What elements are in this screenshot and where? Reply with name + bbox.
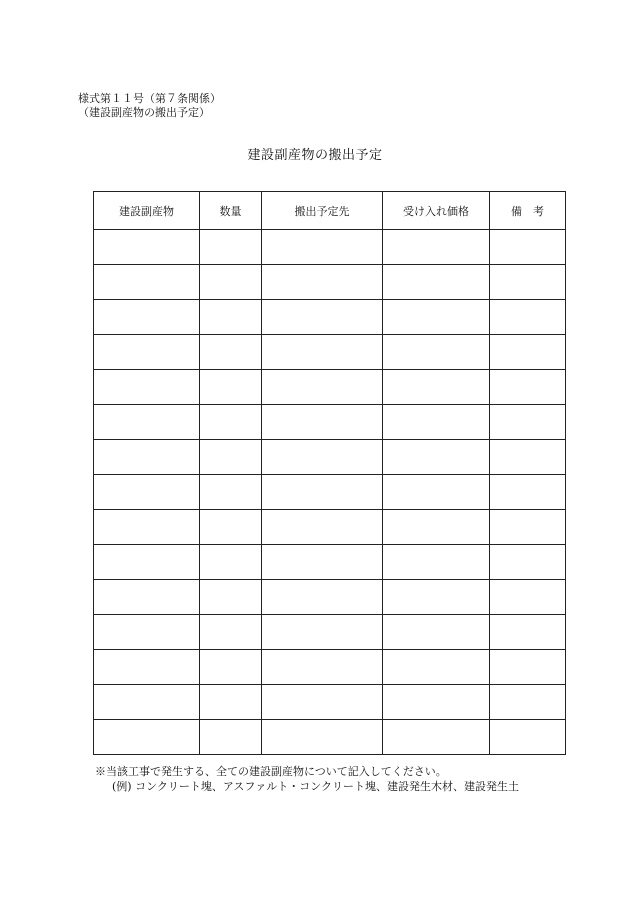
- cell-byproduct[interactable]: [94, 405, 200, 440]
- column-header-acceptance-price: 受け入れ価格: [383, 192, 490, 230]
- document-title: 建設副産物の搬出予定: [247, 148, 383, 163]
- cell-destination[interactable]: [262, 475, 383, 510]
- cell-destination[interactable]: [262, 370, 383, 405]
- cell-destination[interactable]: [262, 405, 383, 440]
- cell-remarks[interactable]: [490, 720, 566, 755]
- cell-remarks[interactable]: [490, 475, 566, 510]
- cell-destination[interactable]: [262, 230, 383, 265]
- cell-destination[interactable]: [262, 720, 383, 755]
- cell-byproduct[interactable]: [94, 370, 200, 405]
- cell-destination[interactable]: [262, 685, 383, 720]
- table-row: [94, 475, 566, 510]
- cell-remarks[interactable]: [490, 580, 566, 615]
- cell-byproduct[interactable]: [94, 475, 200, 510]
- cell-acceptance-price[interactable]: [383, 510, 490, 545]
- cell-byproduct[interactable]: [94, 720, 200, 755]
- cell-quantity[interactable]: [200, 300, 262, 335]
- cell-byproduct[interactable]: [94, 545, 200, 580]
- cell-quantity[interactable]: [200, 580, 262, 615]
- cell-byproduct[interactable]: [94, 685, 200, 720]
- cell-quantity[interactable]: [200, 370, 262, 405]
- cell-destination[interactable]: [262, 440, 383, 475]
- column-header-remarks: 備 考: [490, 192, 566, 230]
- cell-quantity[interactable]: [200, 475, 262, 510]
- form-subtitle: （建設副産物の搬出予定）: [78, 106, 210, 119]
- table-row: [94, 545, 566, 580]
- cell-quantity[interactable]: [200, 545, 262, 580]
- table-row: [94, 230, 566, 265]
- cell-remarks[interactable]: [490, 300, 566, 335]
- cell-remarks[interactable]: [490, 265, 566, 300]
- cell-acceptance-price[interactable]: [383, 440, 490, 475]
- table-row: [94, 510, 566, 545]
- table-row: [94, 300, 566, 335]
- cell-quantity[interactable]: [200, 265, 262, 300]
- table-row: [94, 580, 566, 615]
- table-row: [94, 370, 566, 405]
- cell-remarks[interactable]: [490, 230, 566, 265]
- cell-remarks[interactable]: [490, 440, 566, 475]
- cell-destination[interactable]: [262, 510, 383, 545]
- table-row: [94, 265, 566, 300]
- cell-acceptance-price[interactable]: [383, 720, 490, 755]
- table-header-row: [94, 192, 566, 230]
- cell-destination[interactable]: [262, 580, 383, 615]
- cell-remarks[interactable]: [490, 685, 566, 720]
- cell-remarks[interactable]: [490, 405, 566, 440]
- cell-destination[interactable]: [262, 335, 383, 370]
- cell-remarks[interactable]: [490, 335, 566, 370]
- cell-acceptance-price[interactable]: [383, 230, 490, 265]
- cell-acceptance-price[interactable]: [383, 545, 490, 580]
- table-row: [94, 650, 566, 685]
- cell-quantity[interactable]: [200, 440, 262, 475]
- cell-remarks[interactable]: [490, 510, 566, 545]
- cell-acceptance-price[interactable]: [383, 650, 490, 685]
- cell-quantity[interactable]: [200, 650, 262, 685]
- cell-acceptance-price[interactable]: [383, 685, 490, 720]
- cell-quantity[interactable]: [200, 615, 262, 650]
- cell-destination[interactable]: [262, 300, 383, 335]
- table-body: [94, 230, 566, 755]
- cell-remarks[interactable]: [490, 615, 566, 650]
- table-row: [94, 440, 566, 475]
- instruction-note: ※当該工事で発生する、全ての建設副産物について記入してください。: [95, 765, 447, 778]
- table-row: [94, 615, 566, 650]
- column-header-byproduct: 建設副産物: [94, 192, 200, 230]
- cell-quantity[interactable]: [200, 720, 262, 755]
- cell-byproduct[interactable]: [94, 615, 200, 650]
- cell-remarks[interactable]: [490, 545, 566, 580]
- cell-byproduct[interactable]: [94, 230, 200, 265]
- cell-destination[interactable]: [262, 545, 383, 580]
- cell-byproduct[interactable]: [94, 300, 200, 335]
- cell-byproduct[interactable]: [94, 580, 200, 615]
- cell-quantity[interactable]: [200, 685, 262, 720]
- example-note: (例) コンクリート塊、アスファルト・コンクリート塊、建設発生木材、建設発生土: [112, 780, 519, 793]
- cell-acceptance-price[interactable]: [383, 580, 490, 615]
- cell-quantity[interactable]: [200, 335, 262, 370]
- table-row: [94, 720, 566, 755]
- cell-quantity[interactable]: [200, 230, 262, 265]
- table-row: [94, 685, 566, 720]
- cell-acceptance-price[interactable]: [383, 300, 490, 335]
- cell-destination[interactable]: [262, 615, 383, 650]
- cell-byproduct[interactable]: [94, 510, 200, 545]
- cell-byproduct[interactable]: [94, 335, 200, 370]
- cell-byproduct[interactable]: [94, 265, 200, 300]
- form-number-label: 様式第１１号（第７条関係）: [78, 92, 221, 105]
- cell-destination[interactable]: [262, 650, 383, 685]
- cell-destination[interactable]: [262, 265, 383, 300]
- cell-byproduct[interactable]: [94, 440, 200, 475]
- byproduct-schedule-table: [93, 191, 566, 755]
- cell-acceptance-price[interactable]: [383, 405, 490, 440]
- cell-acceptance-price[interactable]: [383, 265, 490, 300]
- column-header-quantity: 数量: [200, 192, 262, 230]
- cell-acceptance-price[interactable]: [383, 335, 490, 370]
- cell-acceptance-price[interactable]: [383, 615, 490, 650]
- cell-acceptance-price[interactable]: [383, 370, 490, 405]
- cell-remarks[interactable]: [490, 650, 566, 685]
- cell-acceptance-price[interactable]: [383, 475, 490, 510]
- cell-remarks[interactable]: [490, 370, 566, 405]
- cell-quantity[interactable]: [200, 405, 262, 440]
- column-header-destination: 搬出予定先: [262, 192, 383, 230]
- cell-quantity[interactable]: [200, 510, 262, 545]
- table-row: [94, 405, 566, 440]
- cell-byproduct[interactable]: [94, 650, 200, 685]
- table-row: [94, 335, 566, 370]
